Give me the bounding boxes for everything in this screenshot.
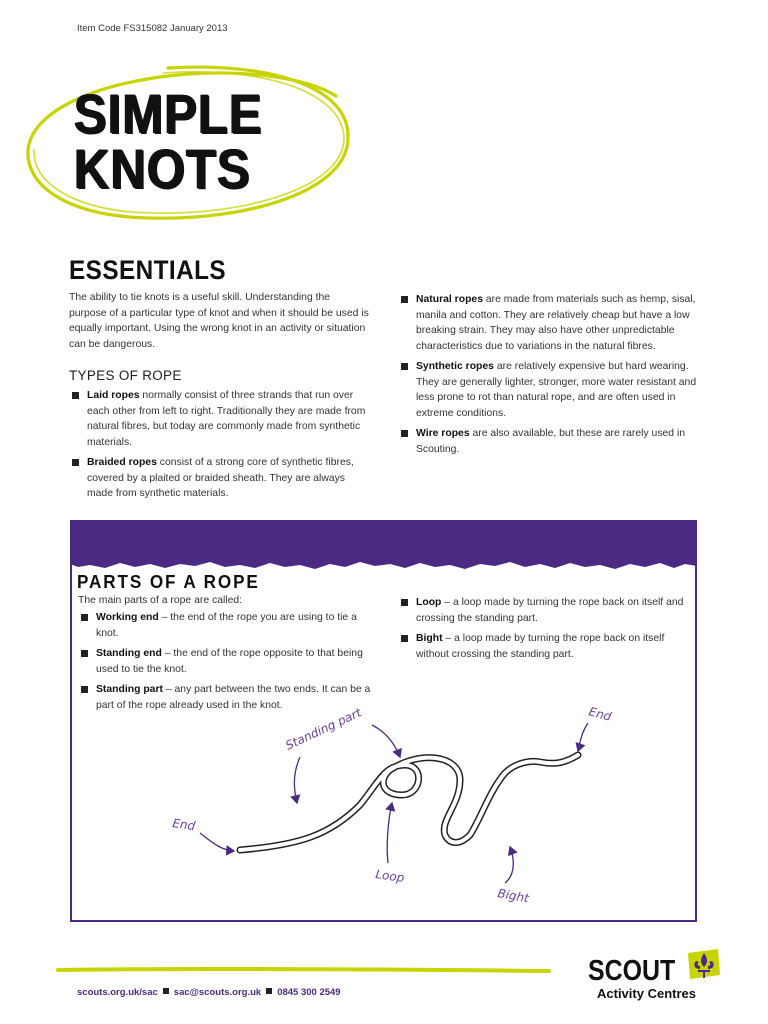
- scout-logo-word: SCOUT: [588, 955, 676, 987]
- title-line-2: KNOTS: [74, 137, 251, 200]
- bullet-square-icon: [401, 430, 408, 437]
- footer-contact: [77, 987, 341, 998]
- description: consist of a strong core of synthetic fibres, covered by a plaited or braided sheath. They are always made from synthetic materials.: [87, 457, 354, 499]
- term: Braided ropes: [87, 457, 157, 468]
- description: are relatively expensive but hard wearing. They are generally lighter, stronger, more water resistant and less prone to rot than natural rope, and are often used in extreme conditions.: [416, 361, 697, 419]
- label-end-left: [172, 816, 234, 851]
- description: – the end of the rope opposite to that being used to tie the knot.: [96, 648, 363, 675]
- types-of-rope-list: [69, 388, 373, 507]
- description: – any part between the two ends. It can be a part of the rope already used in the knot.: [96, 684, 371, 711]
- description: – the end of the rope you are using to tie a knot.: [96, 612, 357, 639]
- list-item: [398, 631, 698, 662]
- label-end-right: [578, 704, 613, 751]
- item-code: Item Code FS315082 January 2013: [77, 23, 228, 34]
- term: Standing part: [96, 684, 163, 695]
- rope-parts-list-right: [398, 595, 698, 667]
- label-bight: [496, 847, 531, 906]
- bullet-square-icon: [81, 686, 88, 693]
- parts-of-rope-heading: PARTS OF A ROPE: [77, 572, 260, 592]
- label-standing-part-text: Standing part: [283, 705, 364, 753]
- bullet-square-icon: [81, 614, 88, 621]
- label-end-left-text: End: [171, 816, 197, 834]
- list-item: [69, 455, 373, 502]
- term: Working end: [96, 612, 159, 623]
- list-item: [78, 646, 378, 677]
- label-loop-text: Loop: [374, 867, 406, 886]
- parts-intro: The main parts of a rope are called:: [78, 595, 243, 606]
- title-line-1: SIMPLE: [74, 82, 263, 145]
- label-bight-text: Bight: [496, 886, 530, 906]
- list-item: [398, 426, 700, 457]
- bullet-square-icon: [401, 635, 408, 642]
- bullet-square-icon: [401, 296, 408, 303]
- description: – a loop made by turning the rope back on itself without crossing the standing part.: [416, 633, 665, 660]
- term: Wire ropes: [416, 428, 470, 439]
- list-item: [78, 610, 378, 641]
- term: Loop: [416, 597, 442, 608]
- scout-fleur-de-lis-icon: [686, 945, 722, 985]
- website-link[interactable]: scouts.org.uk/sac: [77, 987, 158, 998]
- email-link[interactable]: sac@scouts.org.uk: [173, 987, 262, 998]
- list-item: [398, 595, 698, 626]
- list-item: [398, 292, 700, 354]
- bullet-square-icon: [72, 459, 79, 466]
- footer-rule: [56, 964, 551, 976]
- term: Synthetic ropes: [416, 361, 494, 372]
- description: are made from materials such as hemp, sisal, manila and cotton. They are relatively cheap but have a low breaking strain. They may also have other unpredictable characteristics due to variations in the natural fibres.: [416, 294, 696, 352]
- label-loop: [375, 803, 406, 885]
- bullet-square-icon: [72, 392, 79, 399]
- phone-number: 0845 300 2549: [277, 987, 341, 998]
- essentials-heading: ESSENTIALS: [69, 255, 227, 285]
- rope-drawing: [240, 755, 578, 850]
- term: Bight: [416, 633, 443, 644]
- term: Natural ropes: [416, 294, 483, 305]
- bullet-square-icon: [401, 599, 408, 606]
- rope-materials-list: [398, 292, 700, 462]
- description: normally consist of three strands that run over each other from left to right. Traditionally they are made from natural fibres, but today are commonly made from synthetic materials.: [87, 390, 366, 448]
- description: – a loop made by turning the rope back on itself and crossing the standing part.: [416, 597, 684, 624]
- list-item: [69, 388, 373, 450]
- activity-centres-label: Activity Centres: [597, 986, 696, 1001]
- separator-square-icon: [266, 988, 272, 994]
- list-item: [398, 359, 700, 421]
- essentials-intro: The ability to tie knots is a useful skill. Understanding the purpose of a particular type of knot and when it should be used is equally important. Using the wrong knot in an activity or situation can be dangerous.: [69, 292, 369, 350]
- label-end-right-text: End: [587, 704, 613, 724]
- bullet-square-icon: [81, 650, 88, 657]
- description: are also available, but these are rarely used in Scouting.: [416, 428, 686, 455]
- rope-diagram: [160, 695, 660, 915]
- term: Standing end: [96, 648, 162, 659]
- bullet-square-icon: [401, 363, 408, 370]
- types-of-rope-heading: TYPES OF ROPE: [69, 368, 182, 383]
- term: Laid ropes: [87, 390, 140, 401]
- separator-square-icon: [163, 988, 169, 994]
